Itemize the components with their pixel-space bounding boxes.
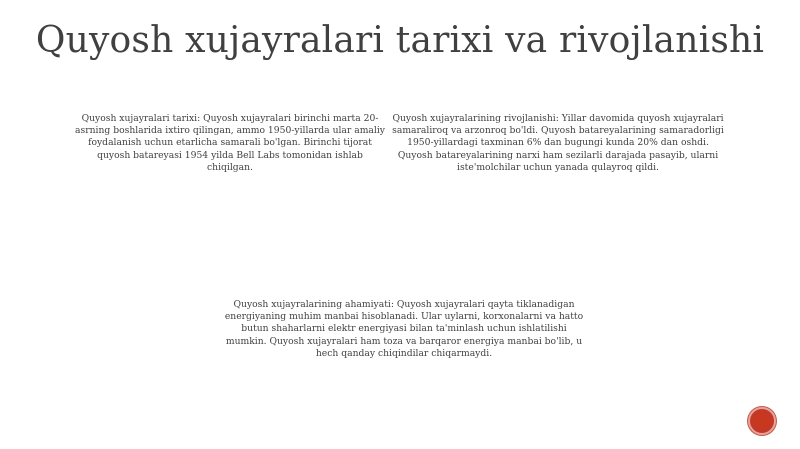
slide-title: Quyosh xujayralari tarixi va rivojlanishi	[35, 20, 765, 61]
importance-text-block: Quyosh xujayralarining ahamiyati: Quyosh xujayralari qayta tiklanadigan energiyaning muhim manbai hisoblanadi. Ular uylarni, korxonalarni va hatto butun shaharlarni elektr energiyasi bilan ta'minlash uchun ishlatilishi mumkin. Quyosh xujayralari ham toza va barqaror energiya manbai bo'lib, u hech qanday chiqindilar chiqarmaydi.	[224, 299, 584, 359]
history-text-block: Quyosh xujayralari tarixi: Quyosh xujayralari birinchi marta 20-asrning boshlarida ixtiro qilingan, ammo 1950-yillarda ular amaliy foydalanish uchun etarlicha samarali bo'lgan. Birinchi tijorat quyosh batareyasi 1954 yilda Bell Labs tomonidan ishlab chiqilgan.	[75, 113, 385, 173]
next-slide-button[interactable]	[748, 407, 776, 435]
development-text-block: Quyosh xujayralarining rivojlanishi: Yillar davomida quyosh xujayralari samaraliroq va arzonroq bo'ldi. Quyosh batareyalarining samaradorligi 1950-yillardagi taxminan 6% dan bugungi kunda 20% dan oshdi. Quyosh batareyalarining narxi ham sezilarli darajada pasayib, ularni iste'molchilar uchun yanada qulayroq qildi.	[392, 113, 724, 173]
